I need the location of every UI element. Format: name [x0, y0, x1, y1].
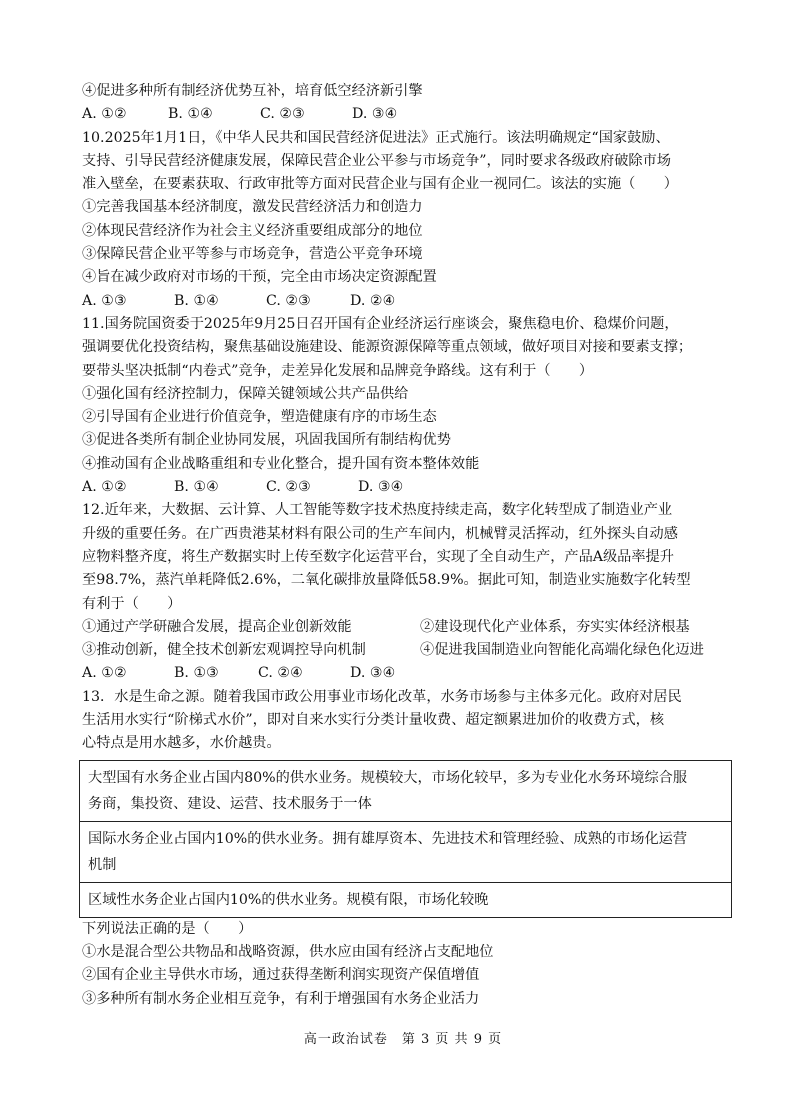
q11-option-a: A. ①②	[82, 479, 127, 496]
q12-options	[82, 662, 734, 685]
q10-options	[82, 290, 734, 313]
q10-option-c: C. ②③	[266, 292, 311, 309]
q10-option-b: B. ①④	[174, 292, 219, 309]
q12-stem-line: 升级的重要任务。在广西贵港某材料有限公司的生产车间内，机械臂灵活挥动，红外探头自动感	[82, 525, 678, 542]
q11-stem-line: 强调要优化投资结构，聚焦基础设施建设、能源资源保障等重点领域，做好项目对接和要素支撑；	[82, 339, 693, 356]
exam-page	[82, 80, 734, 1011]
water-enterprise-table	[79, 760, 732, 918]
q10-option-d: D. ②④	[350, 292, 396, 309]
q12-items-row	[82, 616, 734, 639]
table-cell-line: 区域性水务企业占国内10%的供水业务。规模有限，市场化较晚	[88, 891, 489, 908]
q11-item: ④推动国有企业战略重组和专业化整合，提升国有资本整体效能	[82, 455, 480, 472]
q10-item: ①完善我国基本经济制度，激发民营经济活力和创造力	[82, 199, 423, 216]
q10-item: ③保障民营企业平等参与市场竞争，营造公平竞争环境	[82, 246, 423, 263]
q9-option-a: A. ①②	[82, 106, 127, 123]
q9-option-c: C. ②③	[260, 106, 305, 123]
q11-item: ②引导国有企业进行价值竞争，塑造健康有序的市场生态	[82, 409, 437, 426]
q12-item-1: ①通过产学研融合发展，提高企业创新效能	[82, 618, 352, 635]
q10-stem-line: 10.2025年1月1日，《中华人民共和国民营经济促进法》正式施行。该法明确规定“国家鼓励、	[82, 129, 670, 146]
q12-item-2: ②建设现代化产业体系，夯实实体经济根基	[420, 618, 690, 635]
q9-options	[82, 103, 734, 126]
q12-option-b: B. ①③	[174, 665, 219, 682]
q13-stem-line: 心特点是用水越多，水价越贵。	[82, 735, 281, 752]
table-row	[80, 761, 731, 822]
q12-option-a: A. ①②	[82, 665, 127, 682]
table-cell-line: 大型国有水务企业占国内80%的供水业务。规模较大，市场化较早，多为专业化水务环境综合服	[88, 769, 688, 786]
page-footer: 高一政治试卷 第 3 页 共 9 页	[303, 1032, 503, 1047]
q13-item: ②国有企业主导供水市场，通过获得垄断利润实现资产保值增值	[82, 967, 480, 984]
q13-item: ③多种所有制水务企业相互竞争，有利于增强国有水务企业活力	[82, 990, 480, 1007]
q11-option-c: C. ②③	[266, 479, 311, 496]
q10-stem-line: 准入壁垒，在要素获取、行政审批等方面对民营企业与国有企业一视同仁。该法的实施（ ）	[82, 176, 678, 193]
q13-stem-line: 13．水是生命之源。随着我国市政公用事业市场化改革，水务市场参与主体多元化。政府对居民	[82, 688, 682, 705]
q12-option-c: C. ②④	[258, 665, 303, 682]
q12-item-3: ③推动创新，健全技术创新宏观调控导向机制	[82, 642, 366, 659]
q11-item: ①强化国有经济控制力，保障关键领域公共产品供给	[82, 385, 409, 402]
q11-options	[82, 476, 734, 499]
q13-question: 下列说法正确的是（ ）	[82, 920, 253, 937]
q12-stem-line: 至98.7%，蒸汽单耗降低2.6%，二氧化碳排放量降低58.9%。据此可知，制造业实施数字化转型	[82, 572, 691, 589]
table-row	[80, 822, 731, 883]
q9-option-d: D. ③④	[352, 106, 398, 123]
q10-option-a: A. ①③	[82, 292, 127, 309]
q10-item: ②体现民营经济作为社会主义经济重要组成部分的地位	[82, 222, 423, 239]
q10-stem-line: 支持、引导民营经济健康发展，保障民营企业公平参与市场竞争”，同时要求各级政府破除市场	[82, 152, 671, 169]
q11-stem-line: 11.国务院国资委于2025年9月25日召开国有企业经济运行座谈会，聚焦稳电价、稳煤价问题，	[82, 315, 679, 332]
table-row	[80, 883, 731, 917]
q12-stem-line: 应物料整齐度，将生产数据实时上传至数字化运营平台，实现了全自动生产，产品A级品率提升	[82, 548, 674, 565]
q12-option-d: D. ③④	[350, 665, 396, 682]
q11-stem-line: 要带头坚决抵制“内卷式”竞争，走差异化发展和品牌竞争路线。这有利于（ ）	[82, 362, 594, 379]
q11-item: ③促进各类所有制企业协同发展，巩固我国所有制结构优势	[82, 432, 451, 449]
table-cell-line: 国际水务企业占国内10%的供水业务。拥有雄厚资本、先进技术和管理经验、成熟的市场化运营	[88, 830, 688, 847]
q12-stem-line: 12.近年来，大数据、云计算、人工智能等数字技术热度持续走高，数字化转型成了制造业产业	[82, 502, 673, 519]
q13-item: ①水是混合型公共物品和战略资源，供水应由国有经济占支配地位	[82, 943, 494, 960]
q12-stem-line: 有利于（ ）	[82, 595, 182, 612]
q11-option-d: D. ③④	[358, 479, 404, 496]
q10-item: ④旨在减少政府对市场的干预，完全由市场决定资源配置	[82, 269, 437, 286]
q12-items-row	[82, 639, 734, 662]
q13-stem-line: 生活用水实行“阶梯式水价”，即对自来水实行分类计量收费、超定额累进加价的收费方式，核	[82, 712, 665, 729]
q11-option-b: B. ①④	[174, 479, 219, 496]
q12-item-4: ④促进我国制造业向智能化高端化绿色化迈进	[420, 642, 704, 659]
table-cell-line: 机制	[88, 856, 117, 873]
q9-item-4: ④促进多种所有制经济优势互补，培育低空经济新引擎	[82, 83, 423, 99]
q9-option-b: B. ①④	[168, 106, 213, 123]
table-cell-line: 务商，集投资、建设、运营、技术服务于一体	[88, 795, 372, 812]
